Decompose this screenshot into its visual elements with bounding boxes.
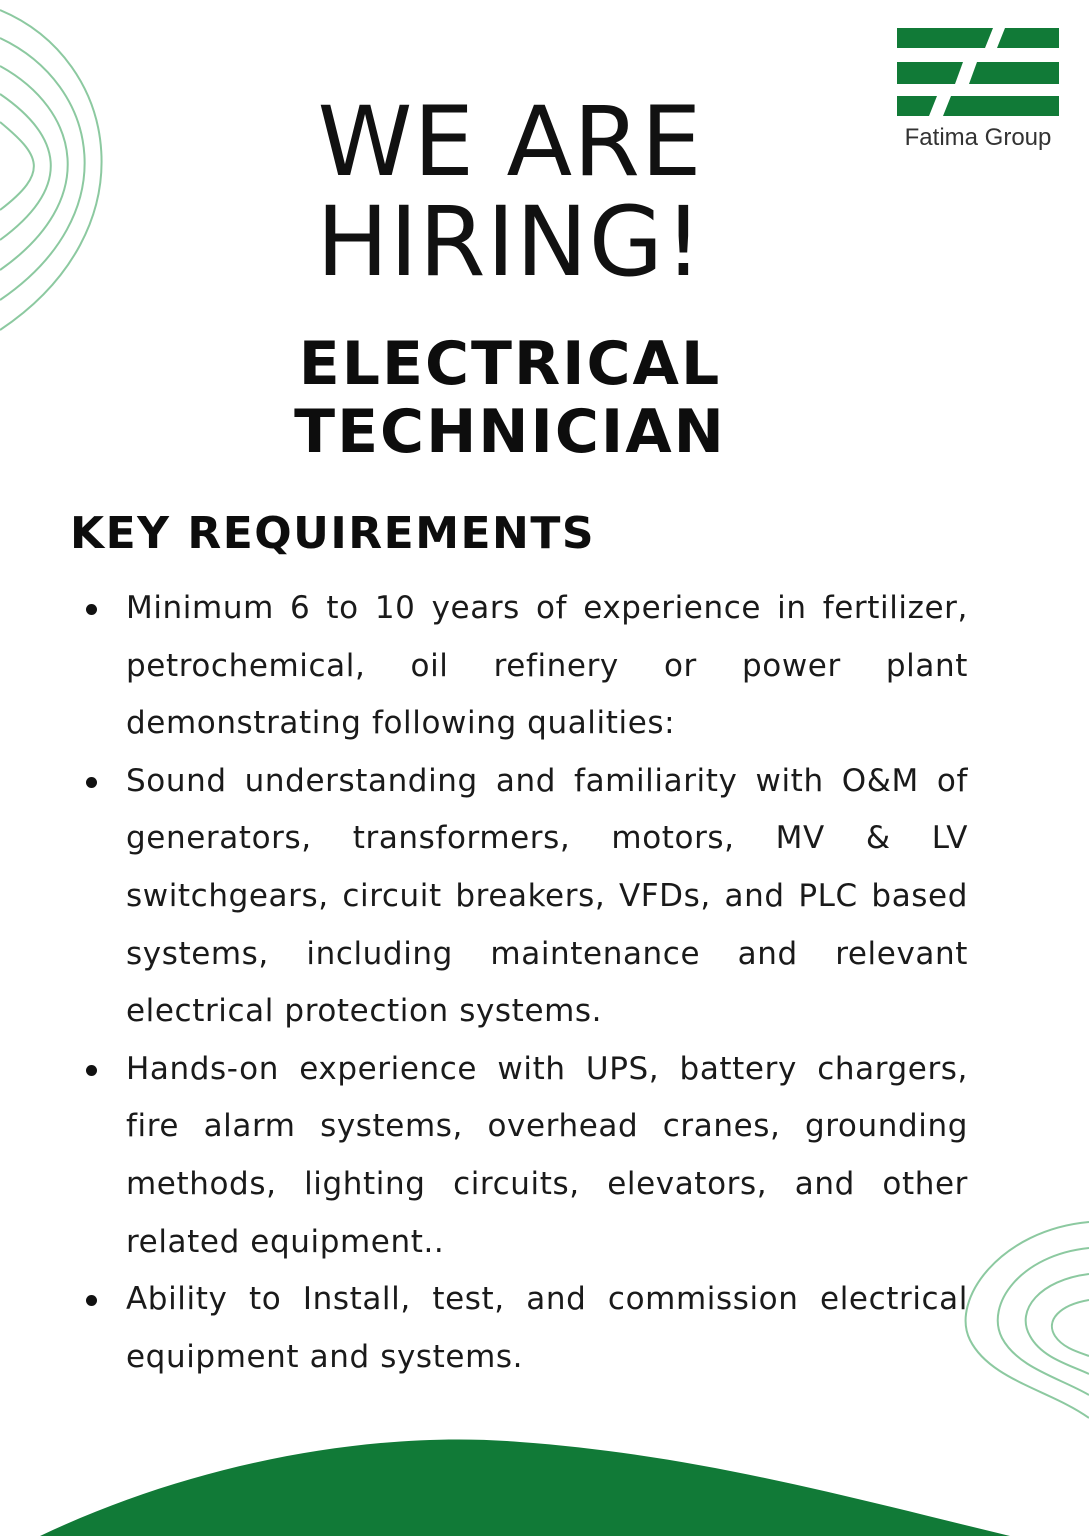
requirement-text: Hands-on experience with UPS, battery chargers, fire alarm systems, overhead cranes, grounding methods, lighting circuits, elevators, and other related equipment.. xyxy=(126,1050,968,1260)
logo-wordmark: Fatima Group xyxy=(904,124,1052,151)
fatima-group-logo xyxy=(893,26,1063,156)
bottom-green-wave xyxy=(0,1410,1089,1536)
bullet-icon xyxy=(86,604,97,615)
bullet-icon xyxy=(86,1295,97,1306)
requirement-text: Sound understanding and familiarity with O&M of generators, transformers, motors, MV & LV switchgears, circuit breakers, VFDs, and PLC based systems, including maintenance and relevant electrical protection systems. xyxy=(126,762,968,1030)
requirement-item xyxy=(80,753,968,1041)
requirement-item xyxy=(80,1041,968,1271)
hiring-headline xyxy=(260,86,760,298)
key-requirements-heading: KEY REQUIREMENTS xyxy=(70,508,596,559)
job-title-line-1: ELECTRICAL xyxy=(298,329,722,399)
fatima-group-logo-mark xyxy=(893,26,1063,118)
bullet-icon xyxy=(86,1065,97,1076)
requirement-item xyxy=(80,1271,968,1386)
job-title xyxy=(240,330,780,466)
decorative-arcs-bottom-right xyxy=(950,1190,1089,1420)
decorative-arcs-top-left xyxy=(0,0,140,340)
requirements-list xyxy=(80,580,968,1386)
requirement-text: Minimum 6 to 10 years of experience in fertilizer, petrochemical, oil refinery or power plant demonstrating following qualities: xyxy=(126,590,968,742)
bullet-icon xyxy=(86,777,97,788)
headline-line-1: WE ARE xyxy=(317,86,703,198)
headline-line-2: HIRING! xyxy=(316,186,704,298)
requirement-item xyxy=(80,580,968,753)
job-title-line-2: TECHNICIAN xyxy=(294,397,726,467)
requirement-text: Ability to Install, test, and commission electrical equipment and systems. xyxy=(126,1281,968,1375)
